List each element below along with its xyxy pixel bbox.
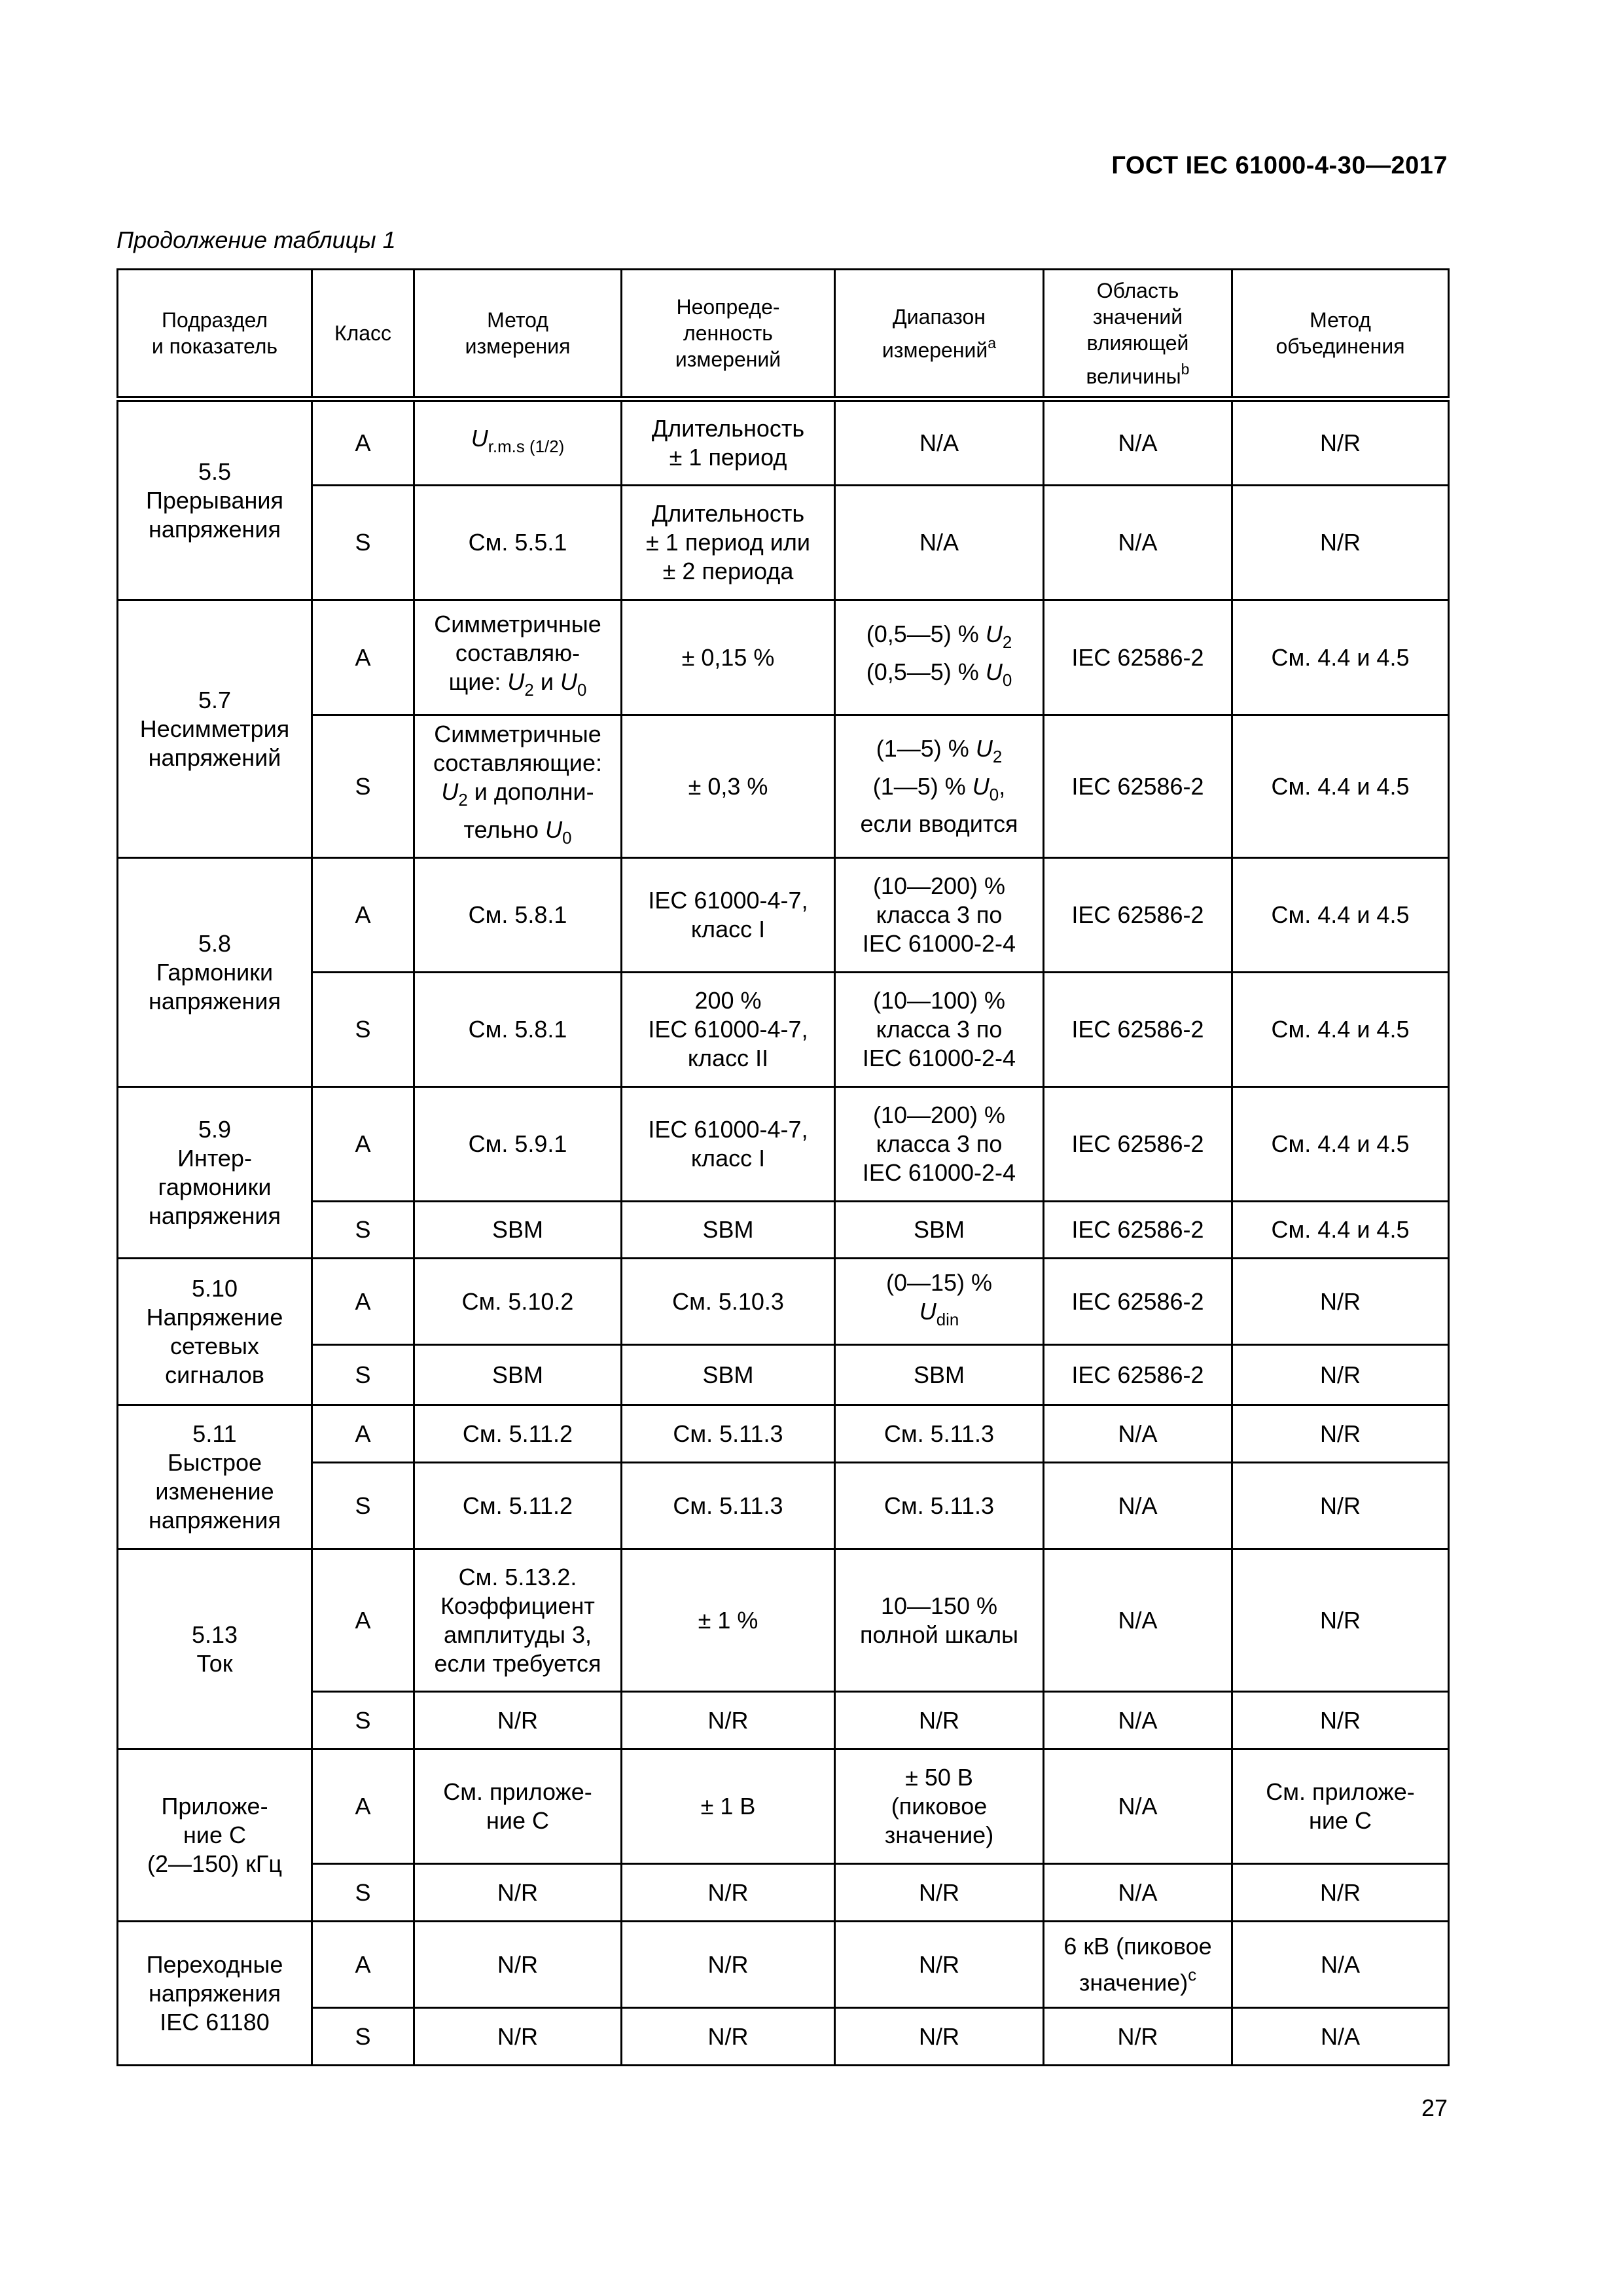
- method-cell: N/R: [414, 1864, 622, 1922]
- aggregation-cell: N/A: [1232, 1922, 1449, 2008]
- influence-cell: IEC 62586-2: [1044, 1259, 1232, 1345]
- page-number: 27: [1421, 2094, 1448, 2121]
- class-cell: S: [312, 715, 414, 858]
- class-cell: S: [312, 1864, 414, 1922]
- subsection-cell: Переходные напряжения IEC 61180: [118, 1922, 312, 2066]
- influence-cell: 6 кВ (пиковое значение)$^c$: [1044, 1922, 1232, 2008]
- uncertainty-cell: N/R: [622, 1692, 835, 1749]
- table-row: [118, 1087, 1449, 1202]
- uncertainty-cell: IEC 61000-4-7, класс I: [622, 1087, 835, 1202]
- aggregation-cell: См. 4.4 и 4.5: [1232, 1202, 1449, 1259]
- range-cell: N/A: [835, 399, 1044, 486]
- method-cell: Симметричные составляю- щие: $U_2$ и $U_0$: [414, 600, 622, 715]
- uncertainty-cell: ± 0,3 %: [622, 715, 835, 858]
- col-header-class: Класс: [312, 270, 414, 399]
- subsection-cell: 5.13 Ток: [118, 1549, 312, 1749]
- table-row: [118, 1463, 1449, 1549]
- influence-cell: IEC 62586-2: [1044, 1087, 1232, 1202]
- table-caption: Продолжение таблицы 1: [116, 226, 396, 253]
- table-row: [118, 600, 1449, 715]
- influence-cell: N/A: [1044, 1692, 1232, 1749]
- header-row: [118, 270, 1449, 399]
- aggregation-cell: N/A: [1232, 2008, 1449, 2066]
- col-header-aggregation: Метод объединения: [1232, 270, 1449, 399]
- range-cell: N/A: [835, 486, 1044, 600]
- class-cell: S: [312, 1692, 414, 1749]
- aggregation-cell: N/R: [1232, 1549, 1449, 1692]
- table-row: [118, 1864, 1449, 1922]
- col-header-method: Метод измерения: [414, 270, 622, 399]
- method-cell: N/R: [414, 1922, 622, 2008]
- method-cell: $U_{r.m.s (1/2)}$: [414, 399, 622, 486]
- range-cell: (10—100) % класса 3 по IEC 61000-2-4: [835, 973, 1044, 1087]
- influence-cell: N/A: [1044, 1549, 1232, 1692]
- uncertainty-cell: N/R: [622, 2008, 835, 2066]
- class-cell: A: [312, 1549, 414, 1692]
- method-cell: См. 5.13.2. Коэффициент амплитуды 3, если требуется: [414, 1549, 622, 1692]
- subsection-cell: Приложе- ние C (2—150) кГц: [118, 1749, 312, 1922]
- method-cell: N/R: [414, 2008, 622, 2066]
- range-cell: См. 5.11.3: [835, 1463, 1044, 1549]
- col-header-uncertainty: Неопреде- ленность измерений: [622, 270, 835, 399]
- aggregation-cell: N/R: [1232, 1463, 1449, 1549]
- subsection-cell: 5.5 Прерывания напряжения: [118, 399, 312, 600]
- subsection-cell: 5.9 Интер- гармоники напряжения: [118, 1087, 312, 1259]
- influence-cell: N/A: [1044, 1864, 1232, 1922]
- influence-cell: N/A: [1044, 399, 1232, 486]
- class-cell: A: [312, 1749, 414, 1864]
- method-cell: См. 5.10.2: [414, 1259, 622, 1345]
- uncertainty-cell: ± 0,15 %: [622, 600, 835, 715]
- method-cell: См. 5.5.1: [414, 486, 622, 600]
- method-cell: См. 5.11.2: [414, 1463, 622, 1549]
- subsection-cell: 5.8 Гармоники напряжения: [118, 858, 312, 1087]
- range-cell: N/R: [835, 2008, 1044, 2066]
- range-cell: N/R: [835, 1864, 1044, 1922]
- aggregation-cell: N/R: [1232, 1864, 1449, 1922]
- aggregation-cell: См. 4.4 и 4.5: [1232, 600, 1449, 715]
- col-header-subsection: Подраздел и показатель: [118, 270, 312, 399]
- class-cell: S: [312, 1202, 414, 1259]
- class-cell: S: [312, 973, 414, 1087]
- influence-cell: IEC 62586-2: [1044, 1345, 1232, 1405]
- aggregation-cell: N/R: [1232, 1259, 1449, 1345]
- aggregation-cell: См. 4.4 и 4.5: [1232, 715, 1449, 858]
- class-cell: S: [312, 2008, 414, 2066]
- method-cell: N/R: [414, 1692, 622, 1749]
- table-row: [118, 2008, 1449, 2066]
- table-row: [118, 858, 1449, 973]
- range-cell: (0,5—5) % $U_2$ (0,5—5) % $U_0$: [835, 600, 1044, 715]
- method-cell: Симметричные составляющие: $U_2$ и дополни- тельно $U_0$: [414, 715, 622, 858]
- method-cell: См. 5.8.1: [414, 858, 622, 973]
- table-row: [118, 973, 1449, 1087]
- range-cell: См. 5.11.3: [835, 1405, 1044, 1463]
- table-row: [118, 1345, 1449, 1405]
- range-cell: N/R: [835, 1922, 1044, 2008]
- class-cell: A: [312, 1405, 414, 1463]
- method-cell: SBM: [414, 1202, 622, 1259]
- class-cell: A: [312, 858, 414, 973]
- aggregation-cell: См. 4.4 и 4.5: [1232, 973, 1449, 1087]
- aggregation-cell: N/R: [1232, 399, 1449, 486]
- class-cell: A: [312, 1259, 414, 1345]
- range-cell: N/R: [835, 1692, 1044, 1749]
- uncertainty-cell: См. 5.10.3: [622, 1259, 835, 1345]
- aggregation-cell: См. приложе- ние C: [1232, 1749, 1449, 1864]
- range-cell: 10—150 % полной шкалы: [835, 1549, 1044, 1692]
- uncertainty-cell: ± 1 %: [622, 1549, 835, 1692]
- table-row: [118, 399, 1449, 486]
- table-row: [118, 1259, 1449, 1345]
- uncertainty-cell: ± 1 В: [622, 1749, 835, 1864]
- subsection-cell: 5.10 Напряжение сетевых сигналов: [118, 1259, 312, 1405]
- influence-cell: IEC 62586-2: [1044, 1202, 1232, 1259]
- subsection-cell: 5.11 Быстрое изменение напряжения: [118, 1405, 312, 1549]
- col-header-range: Диапазон измерений$^a$: [835, 270, 1044, 399]
- range-cell: (0—15) % $U_{din}$: [835, 1259, 1044, 1345]
- uncertainty-cell: 200 % IEC 61000-4-7, класс II: [622, 973, 835, 1087]
- document-id: ГОСТ IEC 61000-4-30—2017: [1111, 152, 1448, 179]
- aggregation-cell: N/R: [1232, 1405, 1449, 1463]
- aggregation-cell: N/R: [1232, 1692, 1449, 1749]
- class-cell: A: [312, 1922, 414, 2008]
- range-cell: ± 50 В (пиковое значение): [835, 1749, 1044, 1864]
- table-row: [118, 715, 1449, 858]
- influence-cell: IEC 62586-2: [1044, 973, 1232, 1087]
- requirements-table: [116, 268, 1450, 2066]
- method-cell: См. 5.8.1: [414, 973, 622, 1087]
- subsection-cell: 5.7 Несимметрия напряжений: [118, 600, 312, 858]
- influence-cell: N/R: [1044, 2008, 1232, 2066]
- range-cell: (10—200) % класса 3 по IEC 61000-2-4: [835, 858, 1044, 973]
- table-row: [118, 486, 1449, 600]
- uncertainty-cell: Длительность ± 1 период или ± 2 периода: [622, 486, 835, 600]
- range-cell: SBM: [835, 1202, 1044, 1259]
- influence-cell: N/A: [1044, 1405, 1232, 1463]
- method-cell: SBM: [414, 1345, 622, 1405]
- class-cell: S: [312, 1345, 414, 1405]
- table-row: [118, 1749, 1449, 1864]
- table-row: [118, 1922, 1449, 2008]
- uncertainty-cell: SBM: [622, 1345, 835, 1405]
- class-cell: A: [312, 399, 414, 486]
- table-row: [118, 1202, 1449, 1259]
- class-cell: S: [312, 486, 414, 600]
- influence-cell: IEC 62586-2: [1044, 858, 1232, 973]
- uncertainty-cell: SBM: [622, 1202, 835, 1259]
- range-cell: SBM: [835, 1345, 1044, 1405]
- range-cell: (10—200) % класса 3 по IEC 61000-2-4: [835, 1087, 1044, 1202]
- influence-cell: N/A: [1044, 486, 1232, 600]
- method-cell: См. 5.11.2: [414, 1405, 622, 1463]
- class-cell: A: [312, 1087, 414, 1202]
- aggregation-cell: См. 4.4 и 4.5: [1232, 858, 1449, 973]
- uncertainty-cell: N/R: [622, 1922, 835, 2008]
- col-header-influence: Область значений влияющей величины$^b$: [1044, 270, 1232, 399]
- class-cell: S: [312, 1463, 414, 1549]
- influence-cell: N/A: [1044, 1749, 1232, 1864]
- method-cell: См. приложе- ние C: [414, 1749, 622, 1864]
- table-row: [118, 1549, 1449, 1692]
- aggregation-cell: См. 4.4 и 4.5: [1232, 1087, 1449, 1202]
- uncertainty-cell: См. 5.11.3: [622, 1463, 835, 1549]
- table-row: [118, 1692, 1449, 1749]
- uncertainty-cell: См. 5.11.3: [622, 1405, 835, 1463]
- class-cell: A: [312, 600, 414, 715]
- influence-cell: IEC 62586-2: [1044, 600, 1232, 715]
- range-cell: (1—5) % $U_2$ (1—5) % $U_0$, если вводится: [835, 715, 1044, 858]
- uncertainty-cell: Длительность ± 1 период: [622, 399, 835, 486]
- influence-cell: N/A: [1044, 1463, 1232, 1549]
- aggregation-cell: N/R: [1232, 486, 1449, 600]
- influence-cell: IEC 62586-2: [1044, 715, 1232, 858]
- aggregation-cell: N/R: [1232, 1345, 1449, 1405]
- uncertainty-cell: N/R: [622, 1864, 835, 1922]
- table-row: [118, 1405, 1449, 1463]
- method-cell: См. 5.9.1: [414, 1087, 622, 1202]
- uncertainty-cell: IEC 61000-4-7, класс I: [622, 858, 835, 973]
